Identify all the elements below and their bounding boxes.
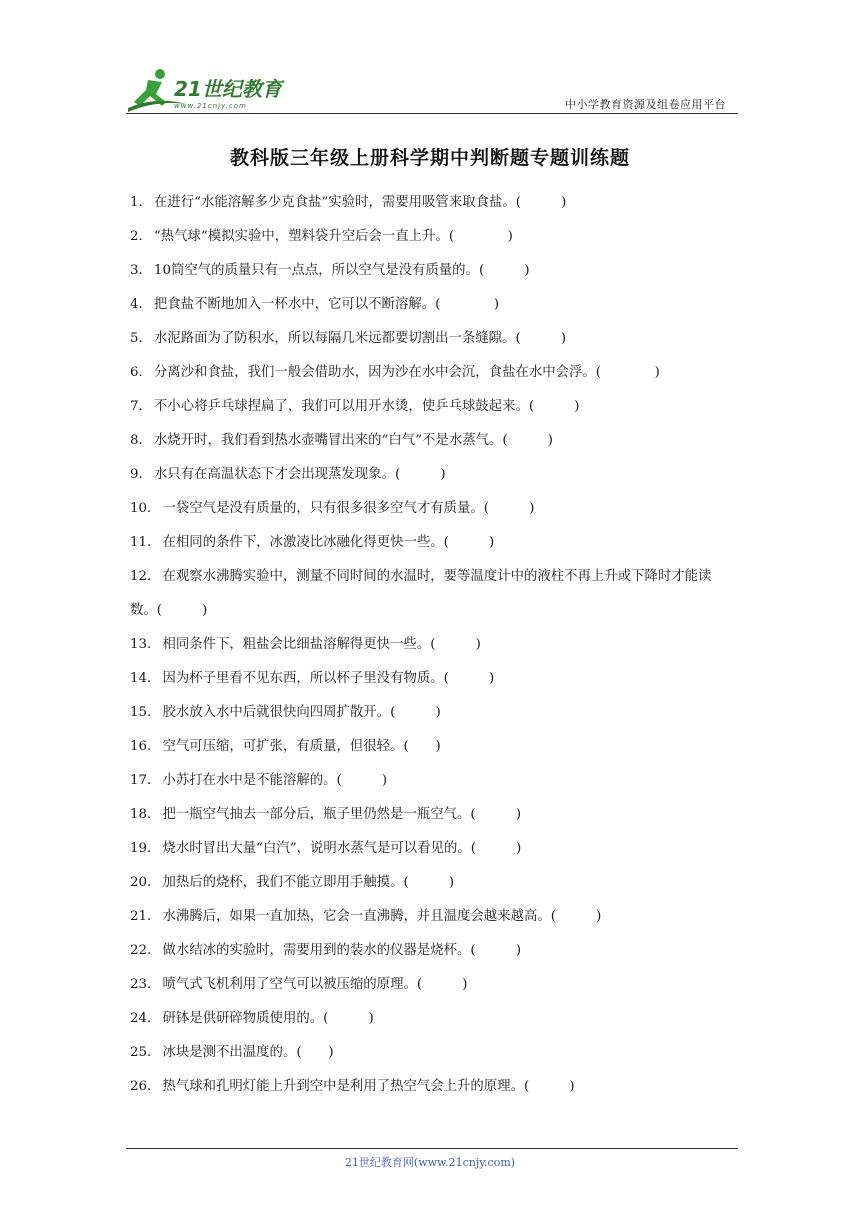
question-text: 研钵是供研碎物质使用的。( ) [162, 1011, 374, 1026]
question-text: 加热后的烧杯，我们不能立即用手触摸。( ) [162, 875, 455, 890]
question-number: 6． [130, 365, 152, 380]
question-text: 相同条件下，粗盐会比细盐溶解得更快一些。( ) [162, 637, 481, 652]
question-text: 胶水放入水中后就很快向四周扩散开。( ) [162, 705, 441, 720]
question-number: 7． [130, 399, 152, 414]
page-header [126, 62, 738, 114]
question-item [130, 424, 735, 458]
question-number: 23． [130, 977, 161, 992]
question-item [130, 1070, 735, 1104]
question-text: 喷气式飞机利用了空气可以被压缩的原理。( ) [162, 977, 468, 992]
question-number: 16． [130, 739, 161, 754]
footer-rule [126, 1148, 738, 1149]
question-number: 4． [130, 297, 152, 312]
question-text: “热气球”模拟实验中，塑料袋升空后会一直上升。( ) [153, 229, 513, 244]
question-item [130, 764, 735, 798]
question-item [130, 798, 735, 832]
question-item [130, 1002, 735, 1036]
question-item [130, 322, 735, 356]
question-number: 15． [130, 705, 161, 720]
question-item [130, 662, 735, 696]
question-number: 9． [130, 467, 152, 482]
logo-text: 21世纪教育 [174, 77, 282, 101]
question-item [130, 288, 735, 322]
question-number: 8． [130, 433, 152, 448]
question-item [130, 220, 735, 254]
question-text: 在相同的条件下，冰激凌比冰融化得更快一些。( ) [162, 535, 495, 550]
question-number: 12． [130, 569, 161, 584]
question-item [130, 1036, 735, 1070]
question-text: 小苏打在水中是不能溶解的。( ) [162, 773, 388, 788]
question-text: 冰块是测不出温度的。( ) [162, 1045, 334, 1060]
question-number: 18． [130, 807, 161, 822]
logo-url: www.21cnjy.com [174, 102, 247, 110]
question-number: 3． [130, 263, 152, 278]
question-item [130, 968, 735, 1002]
question-number: 14． [130, 671, 161, 686]
footer-text: 21世纪教育网(www.21cnjy.com) [344, 1156, 516, 1169]
question-text: 把一瓶空气抽去一部分后，瓶子里仍然是一瓶空气。( ) [162, 807, 522, 822]
question-number: 20． [130, 875, 161, 890]
question-item [130, 934, 735, 968]
question-text: 水泥路面为了防积水，所以每隔几米远都要切割出一条缝隙。( ) [153, 331, 567, 346]
question-text: 因为杯子里看不见东西，所以杯子里没有物质。( ) [162, 671, 495, 686]
question-number: 1． [130, 195, 152, 210]
question-number: 19． [130, 841, 161, 856]
question-item [130, 254, 735, 288]
question-text: 水沸腾后，如果一直加热，它会一直沸腾，并且温度会越来越高。( ) [162, 909, 602, 924]
question-number: 21． [130, 909, 161, 924]
question-item [130, 696, 735, 730]
question-item [130, 628, 735, 662]
question-item [130, 866, 735, 900]
header-rule [126, 113, 738, 114]
question-number: 13． [130, 637, 161, 652]
question-item [130, 458, 735, 492]
question-text: 水烧开时，我们看到热水壶嘴冒出来的“白气”不是水蒸气。( ) [153, 433, 553, 448]
platform-name: 中小学教育资源及组卷应用平台 [565, 98, 726, 111]
logo [126, 66, 296, 112]
question-text: 空气可压缩，可扩张，有质量，但很轻。( ) [162, 739, 441, 754]
question-item [130, 356, 735, 390]
question-number: 10． [130, 501, 161, 516]
question-number: 24． [130, 1011, 161, 1026]
question-text: 分离沙和食盐，我们一般会借助水，因为沙在水中会沉，食盐在水中会浮。( ) [153, 365, 660, 380]
question-item [130, 832, 735, 866]
question-number: 11． [130, 535, 161, 550]
question-list [130, 186, 735, 1104]
question-item [130, 186, 735, 220]
question-item [130, 560, 735, 628]
question-text: 烧水时冒出大量“白汽”，说明水蒸气是可以看见的。( ) [162, 841, 522, 856]
question-text: 做水结冰的实验时，需要用到的装水的仪器是烧杯。( ) [162, 943, 522, 958]
question-item [130, 730, 735, 764]
question-text: 热气球和孔明灯能上升到空中是利用了热空气会上升的原理。( ) [162, 1079, 575, 1094]
question-text: 10筒空气的质量只有一点点，所以空气是没有质量的。( ) [153, 263, 530, 278]
question-item [130, 492, 735, 526]
question-item [130, 900, 735, 934]
question-number: 5． [130, 331, 152, 346]
question-text: 一袋空气是没有质量的，只有很多很多空气才有质量。( ) [162, 501, 535, 516]
question-number: 17． [130, 773, 161, 788]
question-number: 2． [130, 229, 152, 244]
question-text: 不小心将乒乓球捏扁了，我们可以用开水烫，使乒乓球鼓起来。( ) [153, 399, 580, 414]
question-number: 26． [130, 1079, 161, 1094]
question-text: 水只有在高温状态下才会出现蒸发现象。( ) [153, 467, 446, 482]
question-item [130, 390, 735, 424]
question-number: 22． [130, 943, 161, 958]
question-item [130, 526, 735, 560]
question-text: 在观察水沸腾实验中，测量不同时间的水温时，要等温度计中的液柱不再上升或下降时才能读数。( ) [130, 569, 712, 618]
page-title: 教科版三年级上册科学期中判断题专题训练题 [229, 147, 630, 169]
question-number: 25． [130, 1045, 161, 1060]
question-text: 把食盐不断地加入一杯水中，它可以不断溶解。( ) [153, 297, 500, 312]
question-text: 在进行“水能溶解多少克食盐”实验时，需要用吸管来取食盐。( ) [153, 195, 567, 210]
